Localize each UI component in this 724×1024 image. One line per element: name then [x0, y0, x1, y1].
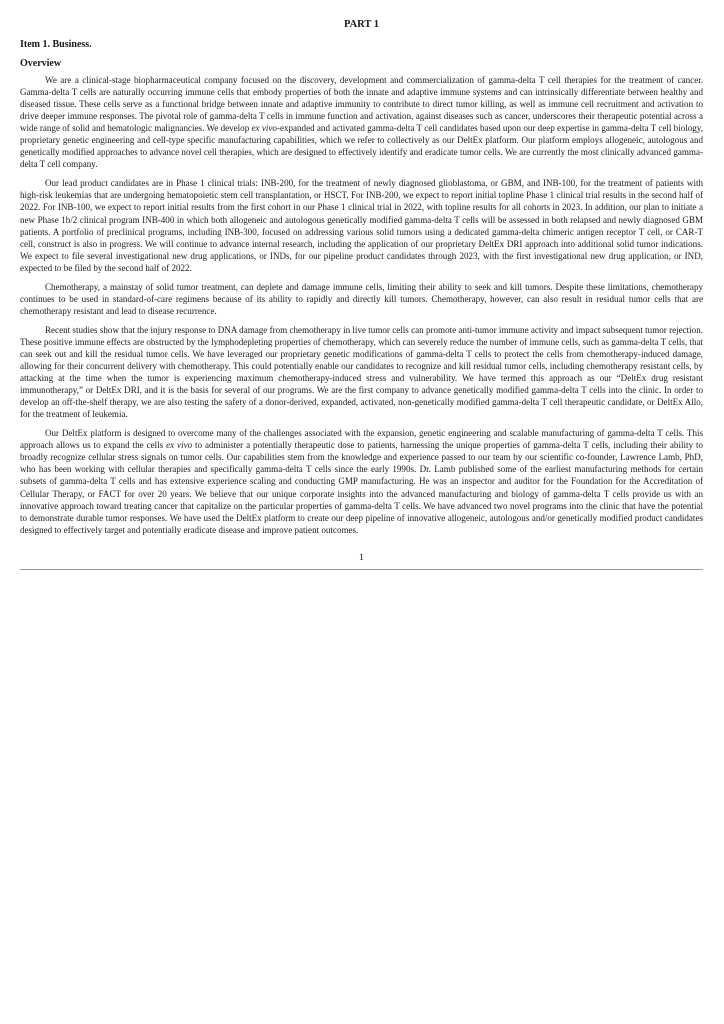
paragraph-text: Our lead product candidates are in Phase 1 clinical trials: INB-200, for the treatment of newly diagnosed glioblastoma, or GBM, and INB-100, for the treatment of patients with high-risk leukemias that are undergoing hematopoietic stem cell transplantation, or HSCT. For INB-200, we expect to report initial topline Phase 1 clinical trial results in the second half of 2022. For INB-100, we expect to report initial results from the first cohort in our Phase 1 clinical trial in 2022, with topline results for all cohorts in 2023. In addition, our plan to initiate a new Phase 1b/2 clinical program INB-400 in which both allogeneic and autologous genetically modified gamma-delta T cells will be assessed in both relapsed and newly diagnosed GBM patients. A portfolio of preclinical programs, including INB-300, focused on addressing various solid tumors using a dedicated gamma-delta chimeric antigen receptor T cell, or CAR-T cell, construct is also in progress. We will continue to advance internal research, including the application of our proprietary DeltEx DRI approach into additional solid tumor indications. We expect to file several investigational new drug applications, or INDs, for our pipeline product candidates through 2023, with the first investigational new drug application, or IND, expected to be filed by the second half of 2022. [20, 178, 703, 273]
italic-term: ex vivo [166, 440, 193, 451]
part-title: PART 1 [343, 19, 380, 30]
paragraph-text: Recent studies show that the injury response to DNA damage from chemotherapy in live tumor cells can promote anti-tumor immune activity and impact subsequent tumor rejection. These positive immune effects are obstructed by the lymphodepleting properties of chemotherapy, which can severely reduce the number of immune cells, such as gamma-delta T cells, that can seek out and kill the residual tumor cells. We have leveraged our proprietary genetic modifications of gamma-delta T cells to protect the cells from chemotherapy-induced damage, allowing for their concurrent delivery with chemotherapy. This could potentially enable our candidates to recognize and kill residual tumor cells, including chemotherapy resistant cells, by attacking at the time when the tumor is experiencing maximum chemotherapy-induced stress and vulnerability. We have termed this approach as our “DeltEx drug resistant immunotherapy,” or DeltEx DRI, and it is the basis for several of our programs. We are the first company to advance genetically modified gamma-delta T cells into the clinic. In order to develop an off-the-shelf therapy, we are also testing the safety of a donor-derived, expanded, activated, non-genetically modified gamma-delta T cell therapeutic candidate, or DeltEx Allo, for the treatment of leukemia. [20, 324, 703, 420]
section-heading: Overview [20, 58, 62, 69]
italic-term: ex vivo [251, 123, 277, 134]
paragraph-deltex-dri [20, 324, 703, 420]
paragraph-text: Chemotherapy, a mainstay of solid tumor treatment, can deplete and damage immune cells, limiting their ability to seek and kill tumors. Despite these limitations, chemotherapy continues to be used in standard-of-care regimens because of its ability to rapidly and directly kill tumors. Chemotherapy, however, can also result in residual tumor cells that are chemotherapy resistant and lead to disease recurrence. [20, 281, 703, 316]
paragraph-chemotherapy [20, 281, 703, 317]
paragraph-text: -expanded and activated gamma-delta T cell candidates based upon our deep expertise in gamma-delta T cell biology, proprietary genetic engineering and cell-type specific manufacturing capabilities, which we refer to collectively as our DeltEx platform. Our platform employs allogeneic, autologous and genetically modified approaches to advance novel cell therapies, which are designed to effectively identify and eradicate tumor cells. We are currently the most clinically advanced gamma-delta T cell company. [20, 123, 703, 170]
paragraph-text: to administer a potentially therapeutic dose to patients, harnessing the unique properties of gamma-delta T cells, including their ability to broadly recognize cellular stress signals on tumor cells. Our capabilities stem from the knowledge and experience passed to our team by our scientific co-founder, Lawrence Lamb, PhD, who has been working with cellular therapies and specifically gamma-delta T cells since the early 1990s. Dr. Lamb published some of the earliest manufacturing methods for certain subsets of gamma-delta T cells and has extensive experience scaling and conducting GMP manufacturing. He was an inspector and auditor for the Foundation for the Accreditation of Cellular Therapy, or FACT for over 20 years. We believe that our unique corporate insights into the advanced manufacturing and biology of gamma-delta T cells provide us with an innovative approach toward treating cancer that capitalize on the particular properties of gamma-delta T cells. We have advanced two novel programs into the clinic that have the potential to demonstrate durable tumor responses. We have used the DeltEx platform to create our deep pipeline of innovative allogeneic, autologous and/or genetically modified product candidates designed to effectively target and potentially eradicate disease and improve patient outcomes. [20, 440, 703, 535]
paragraph-company-overview [20, 74, 703, 170]
paragraph-text: We are a clinical-stage biopharmaceutical company focused on the discovery, development and commercialization of gamma-delta T cell therapies for the treatment of cancer. Gamma-delta T cells are naturally occurring immune cells that embody properties of both the innate and adaptive immune systems and can intrinsically differentiate between healthy and diseased tissue. These cells serve as a functional bridge between innate and adaptive immunity to contribute to direct tumor killing, as well as immune cell recruitment and activation to drive deeper immune responses. The pivotal role of gamma-delta T cells in immune function and activation, against diseases such as cancer, underscores their therapeutic potential across a wide range of solid and hematologic malignancies. We develop [20, 75, 703, 134]
page-number: 1 [359, 552, 364, 563]
paragraph-deltex-platform [20, 427, 703, 535]
page-divider [20, 569, 703, 570]
document-page [20, 18, 703, 570]
paragraph-text: Our DeltEx platform is designed to overcome many of the challenges associated with the expansion, genetic engineering and scalable manufacturing of gamma-delta T cells. This approach allows us to expand the cells [20, 428, 703, 451]
paragraph-lead-candidates [20, 177, 703, 273]
item-heading: Item 1. Business. [20, 39, 92, 50]
